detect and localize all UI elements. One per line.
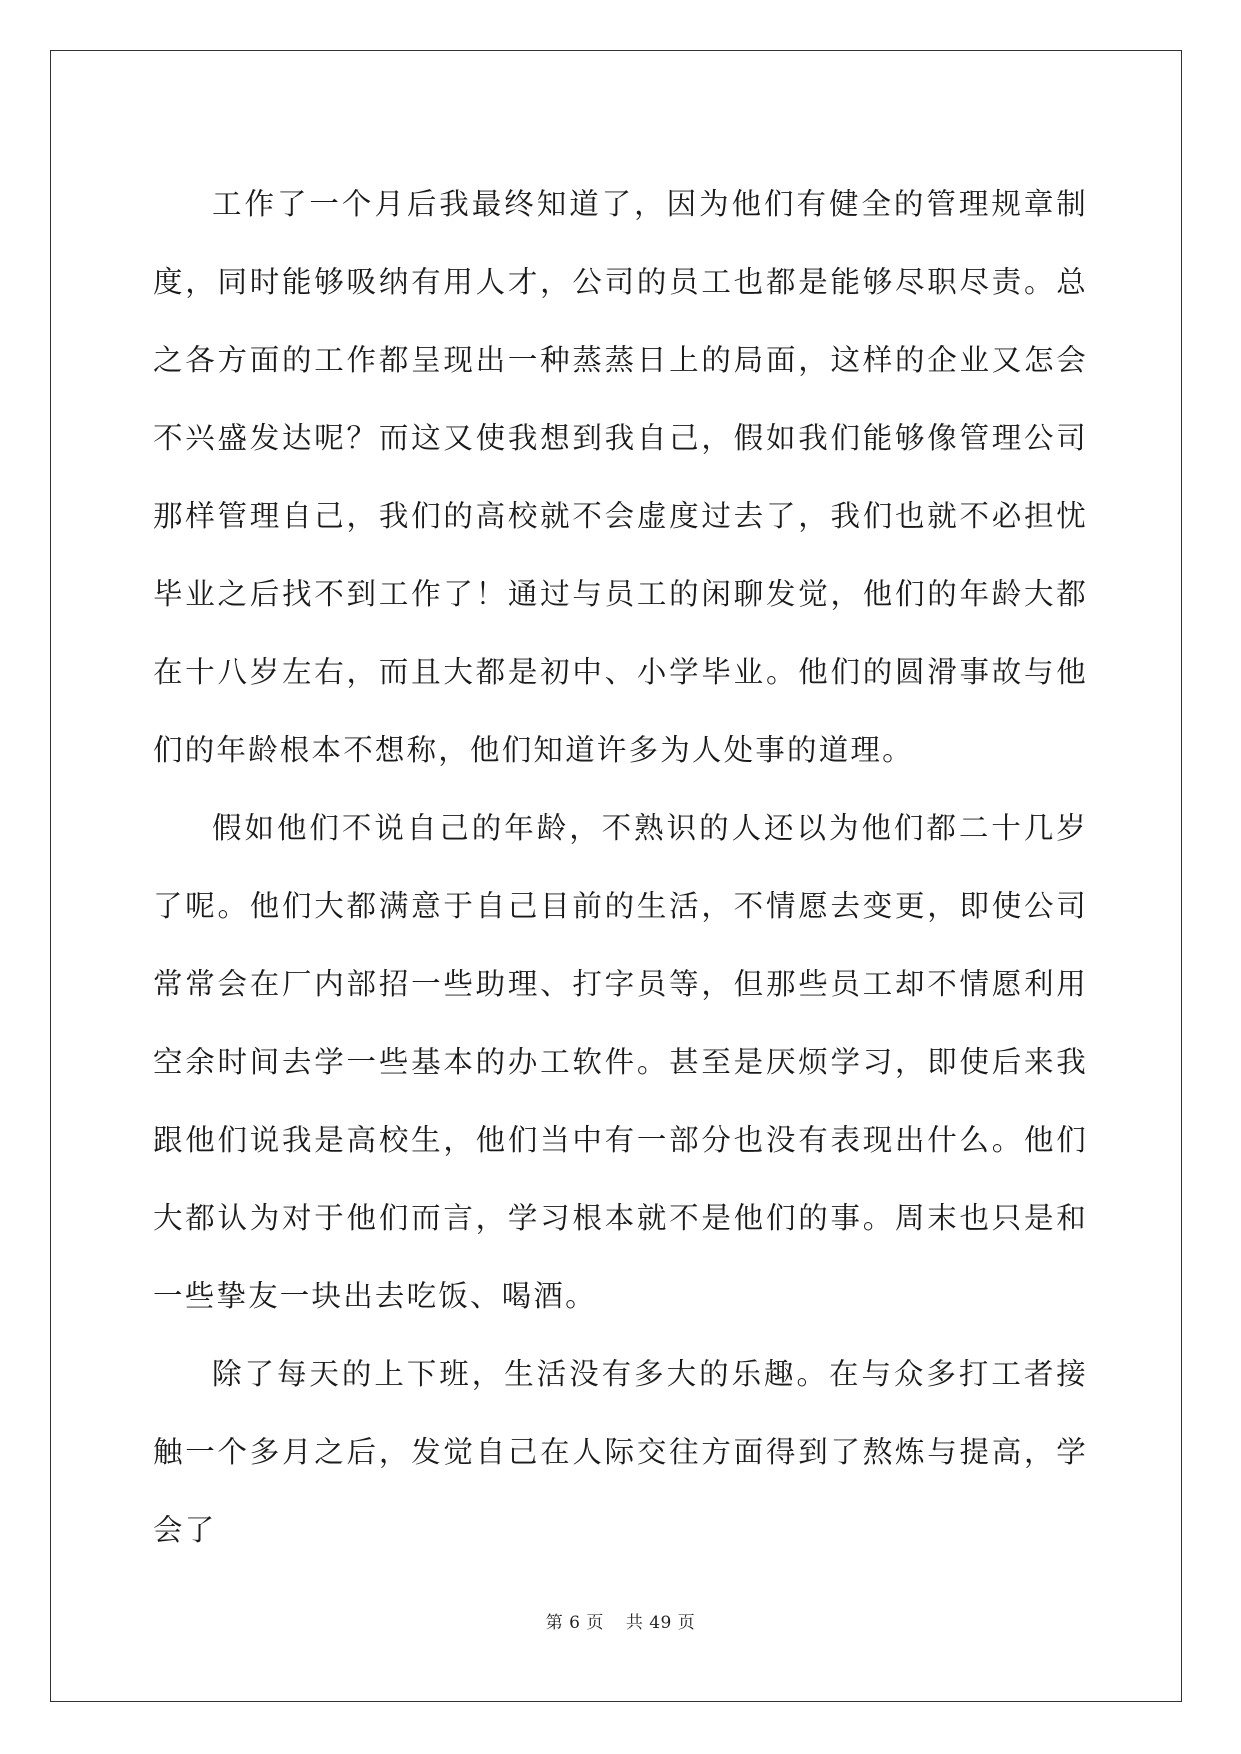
page-footer [0, 1608, 1241, 1633]
paragraph-2: 假如他们不说自己的年龄，不熟识的人还以为他们都二十几岁了呢。他们大都满意于自己目前的生活，不情愿去变更，即使公司常常会在厂内部招一些助理、打字员等，但那些员工却不情愿利用空余时间去学一些基本的办工软件。甚至是厌烦学习，即使后来我跟他们说我是高校生，他们当中有一部分也没有表现出什么。他们大都认为对于他们而言，学习根本就不是他们的事。周末也只是和一些挚友一块出去吃饭、喝酒。 [153, 811, 1088, 1313]
page-number: 第 6 页 [545, 1613, 604, 1633]
paragraph-1: 工作了一个月后我最终知道了，因为他们有健全的管理规章制度，同时能够吸纳有用人才，公司的员工也都是能够尽职尽责。总之各方面的工作都呈现出一种蒸蒸日上的局面，这样的企业又怎会不兴盛发达呢？而这又使我想到我自己，假如我们能够像管理公司那样管理自己，我们的高校就不会虚度过去了，我们也就不必担忧毕业之后找不到工作了！通过与员工的闲聊发觉，他们的年龄大都在十八岁左右，而且大都是初中、小学毕业。他们的圆滑事故与他们的年龄根本不想称，他们知道许多为人处事的道理。 [153, 187, 1088, 767]
document-body [153, 165, 1088, 1569]
page-total: 共 49 页 [625, 1613, 696, 1633]
paragraph-3: 除了每天的上下班，生活没有多大的乐趣。在与众多打工者接触一个多月之后，发觉自己在人际交往方面得到了熬炼与提高，学会了 [153, 1357, 1088, 1547]
